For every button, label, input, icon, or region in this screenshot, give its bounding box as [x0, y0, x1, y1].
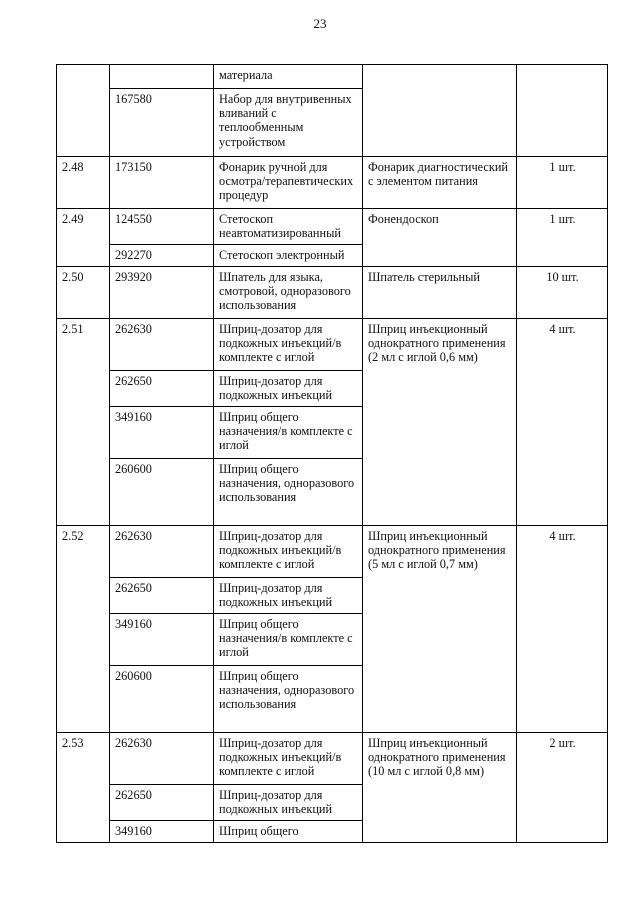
code-cell: 262650 — [110, 785, 214, 821]
item-number-cell: 2.53 — [57, 733, 110, 843]
quantity-cell: 10 шт. — [517, 267, 608, 319]
code-cell: 262650 — [110, 371, 214, 407]
code-cell — [110, 65, 214, 89]
table-row — [57, 209, 608, 245]
name-cell: Шприц общего назначения/в комплекте с иглой — [214, 614, 363, 666]
name-cell: Фонарик ручной для осмотра/терапевтических процедур — [214, 157, 363, 209]
name-cell: материала — [214, 65, 363, 89]
name-cell: Шприц-дозатор для подкожных инъекций/в комплекте с иглой — [214, 733, 363, 785]
equipment-table — [56, 64, 608, 843]
name-cell: Шприц общего — [214, 821, 363, 843]
code-cell: 262650 — [110, 578, 214, 614]
name-cell: Шприц общего назначения, одноразового использования — [214, 459, 363, 526]
code-cell: 173150 — [110, 157, 214, 209]
name-cell: Шприц-дозатор для подкожных инъекций — [214, 578, 363, 614]
table-row — [57, 526, 608, 578]
item-number-cell: 2.52 — [57, 526, 110, 733]
page-number: 23 — [313, 16, 327, 31]
name-cell: Шприц общего назначения/в комплекте с иглой — [214, 407, 363, 459]
code-cell: 292270 — [110, 245, 214, 267]
code-cell: 293920 — [110, 267, 214, 319]
name-cell: Шприц-дозатор для подкожных инъекций — [214, 785, 363, 821]
code-cell: 262630 — [110, 319, 214, 371]
table-row — [57, 157, 608, 209]
equipment-cell: Фонарик диагностический с элементом питания — [363, 157, 517, 209]
name-cell: Стетоскоп электронный — [214, 245, 363, 267]
code-cell: 349160 — [110, 614, 214, 666]
item-number-cell: 2.51 — [57, 319, 110, 526]
table-row — [57, 319, 608, 371]
quantity-cell: 1 шт. — [517, 157, 608, 209]
item-number-cell: 2.49 — [57, 209, 110, 267]
name-cell: Шпатель для языка, смотровой, одноразового использования — [214, 267, 363, 319]
quantity-cell: 1 шт. — [517, 209, 608, 267]
table-row — [57, 267, 608, 319]
equipment-cell: Шприц инъекционный однократного применения (2 мл с иглой 0,6 мм) — [363, 319, 517, 526]
code-cell: 260600 — [110, 666, 214, 733]
code-cell: 262630 — [110, 526, 214, 578]
item-number-cell — [57, 65, 110, 157]
quantity-cell: 4 шт. — [517, 526, 608, 733]
equipment-cell: Фонендоскоп — [363, 209, 517, 267]
code-cell: 167580 — [110, 89, 214, 157]
code-cell: 262630 — [110, 733, 214, 785]
equipment-cell: Шпатель стерильный — [363, 267, 517, 319]
name-cell: Шприц-дозатор для подкожных инъекций — [214, 371, 363, 407]
table-row — [57, 733, 608, 785]
quantity-cell — [517, 65, 608, 157]
table-row — [57, 65, 608, 89]
name-cell: Шприц общего назначения, одноразового использования — [214, 666, 363, 733]
name-cell: Шприц-дозатор для подкожных инъекций/в комплекте с иглой — [214, 526, 363, 578]
equipment-cell: Шприц инъекционный однократного применения (10 мл с иглой 0,8 мм) — [363, 733, 517, 843]
item-number-cell: 2.50 — [57, 267, 110, 319]
equipment-cell: Шприц инъекционный однократного применения (5 мл с иглой 0,7 мм) — [363, 526, 517, 733]
item-number-cell: 2.48 — [57, 157, 110, 209]
equipment-cell — [363, 65, 517, 157]
name-cell: Набор для внутривенных вливаний с теплообменным устройством — [214, 89, 363, 157]
code-cell: 349160 — [110, 407, 214, 459]
code-cell: 260600 — [110, 459, 214, 526]
quantity-cell: 2 шт. — [517, 733, 608, 843]
name-cell: Шприц-дозатор для подкожных инъекций/в комплекте с иглой — [214, 319, 363, 371]
quantity-cell: 4 шт. — [517, 319, 608, 526]
code-cell: 124550 — [110, 209, 214, 245]
name-cell: Стетоскоп неавтоматизированный — [214, 209, 363, 245]
code-cell: 349160 — [110, 821, 214, 843]
